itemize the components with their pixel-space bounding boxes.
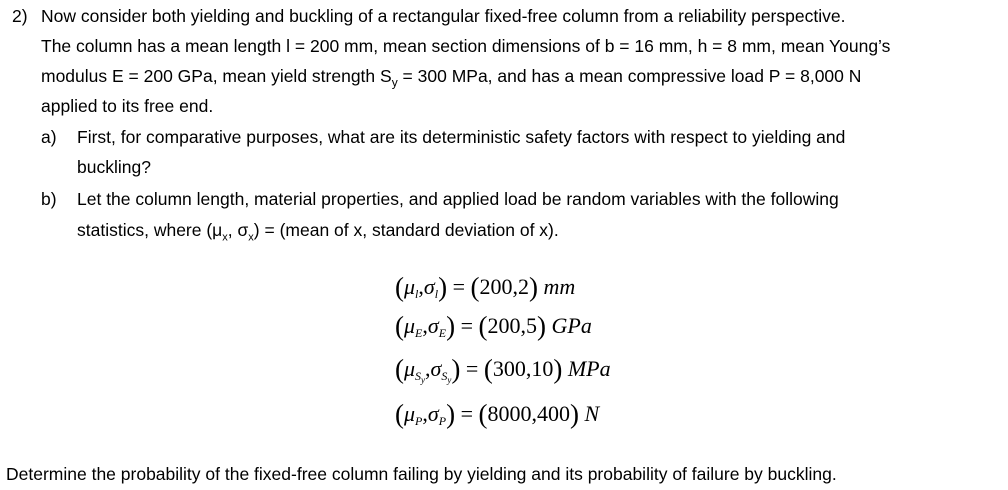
sigma-x-subscript: x bbox=[248, 231, 254, 244]
mu-x-subscript: x bbox=[222, 231, 228, 244]
intro-line-1: Now consider both yielding and buckling of a rectangular fixed-free column from a reliability perspective. bbox=[41, 6, 846, 26]
intro-line-2: The column has a mean length l = 200 mm, mean section dimensions of b = 16 mm, h = 8 mm, mean Young’s bbox=[41, 36, 891, 56]
part-b-line-2 bbox=[77, 219, 559, 249]
part-b-line-1: Let the column length, material properties, and applied load be random variables with the following bbox=[77, 189, 839, 209]
part-b-line-2-mid: , σ bbox=[227, 220, 249, 240]
problem-number: 2) bbox=[12, 6, 28, 26]
part-a-label: a) bbox=[41, 127, 57, 147]
intro-line-4: applied to its free end. bbox=[41, 96, 214, 116]
equation-yield-strength: $(\mu_{S_y},\sigma_{S_y}) = (300,10)$ MPa bbox=[395, 354, 611, 385]
part-a-line-1: First, for comparative purposes, what are its deterministic safety factors with respect to yielding and bbox=[77, 127, 846, 147]
part-b-label: b) bbox=[41, 189, 57, 209]
part-b-line-2-end: ) = (mean of x, standard deviation of x). bbox=[253, 220, 559, 240]
part-b-line-2-start: statistics, where (μ bbox=[77, 220, 223, 240]
intro-line-3-rest: = 300 MPa, and has a mean compressive load P = 8,000 N bbox=[397, 66, 862, 86]
intro-line-3 bbox=[41, 65, 861, 94]
equation-modulus: $(\mu_E,\sigma_E) = (200,5)$ GPa bbox=[395, 311, 592, 341]
final-question: Determine the probability of the fixed-free column failing by yielding and its probability of failure by buckling. bbox=[6, 464, 837, 484]
equation-load: $(\mu_P,\sigma_P) = (8000,400)$ N bbox=[395, 399, 600, 429]
intro-line-3-start: modulus E = 200 GPa, mean yield strength S bbox=[41, 66, 392, 86]
equation-length: $(\mu_l,\sigma_l) = (200,2)$ mm bbox=[395, 272, 576, 302]
part-a-line-2: buckling? bbox=[77, 157, 151, 177]
yield-subscript: y bbox=[391, 75, 398, 90]
